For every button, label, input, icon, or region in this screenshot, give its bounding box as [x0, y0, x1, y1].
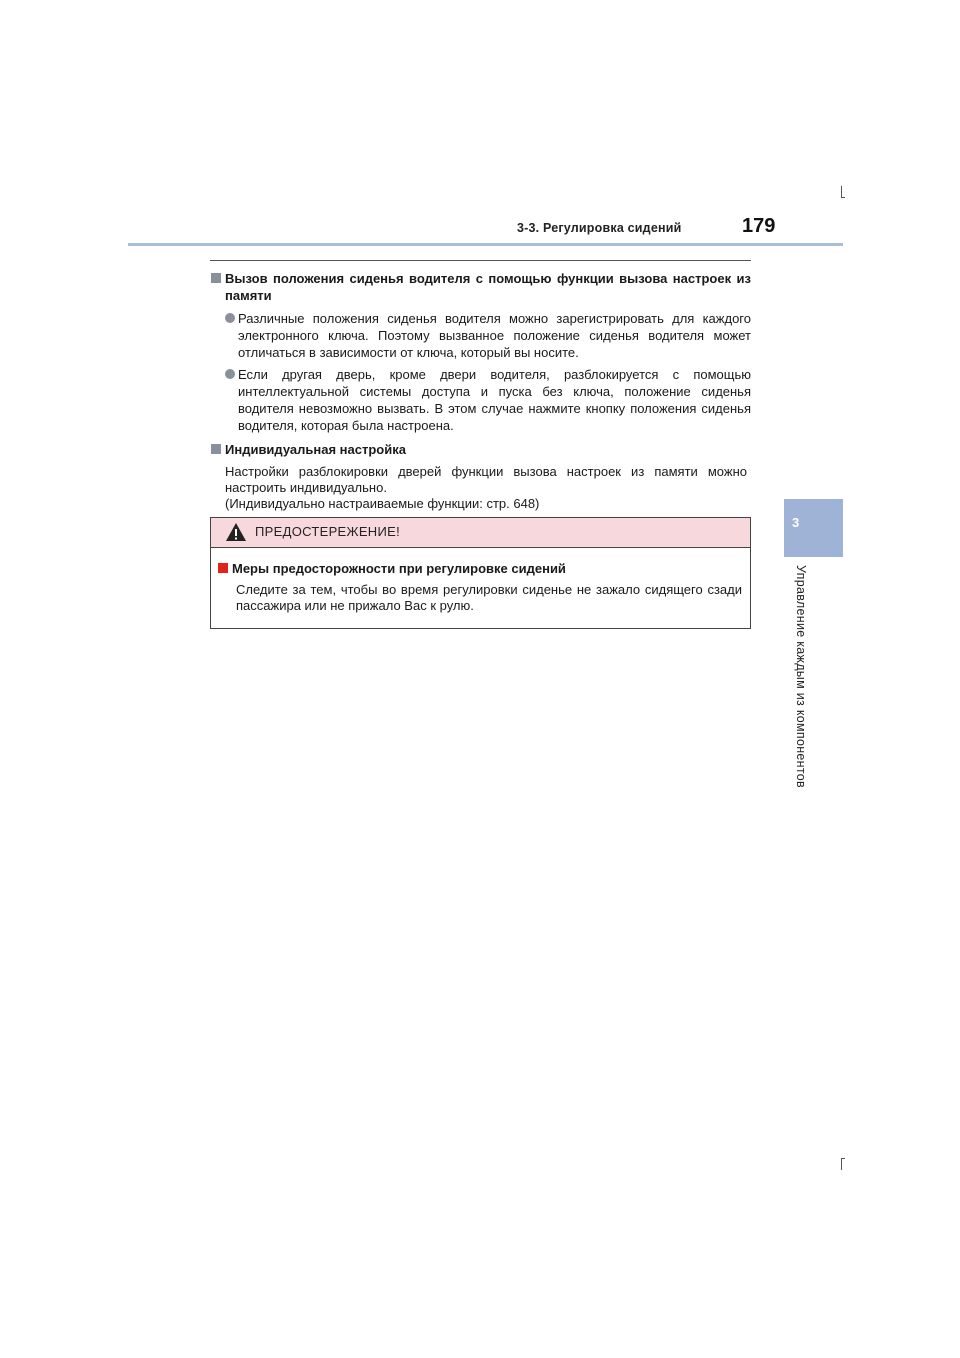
square-bullet-icon — [211, 273, 221, 283]
chapter-title-vertical: Управление каждым из компонентов — [794, 565, 808, 788]
warning-text: Следите за тем, чтобы во время регулировки сиденье не зажало сидящего сзади пассажира или не прижало Вас к рулю. — [236, 582, 742, 613]
section-heading-memory-recall — [210, 270, 751, 304]
crop-mark-top-right-foot — [841, 197, 845, 198]
warning-triangle-icon — [225, 522, 247, 542]
section-heading-customization — [210, 441, 751, 458]
content-top-rule — [210, 260, 751, 261]
warning-body — [211, 548, 750, 614]
chapter-tab[interactable] — [784, 499, 843, 557]
crop-mark-bottom-right-foot — [841, 1158, 845, 1159]
square-bullet-icon — [218, 563, 228, 573]
warning-heading — [217, 560, 742, 577]
warning-box — [210, 517, 751, 629]
chapter-number: 3 — [792, 515, 800, 530]
circle-bullet-icon — [225, 369, 235, 379]
section-title: 3-3. Регулировка сидений — [517, 221, 682, 235]
section-heading-text: Вызов положения сиденья водителя с помощью функции вызова настроек из памяти — [225, 271, 751, 303]
page-reference[interactable]: (Индивидуально настраиваемые функции: стр. 648) — [225, 496, 540, 511]
warning-header — [211, 518, 750, 548]
list-item — [210, 366, 751, 434]
main-content — [210, 260, 751, 512]
page-number: 179 — [742, 215, 776, 237]
list-item-text: Если другая дверь, кроме двери водителя, разблокируется с помощью интеллектуальной системы доступа и пуска без ключа, положение сиденья водителя невозможно вызвать. В этом случае нажмите кнопку положения сиденья водителя, которая была настроена. — [238, 367, 751, 433]
circle-bullet-icon — [225, 313, 235, 323]
list-item — [210, 310, 751, 361]
paragraph-customization — [210, 464, 751, 512]
square-bullet-icon — [211, 444, 221, 454]
section-heading-text: Индивидуальная настройка — [225, 442, 406, 457]
header-rule — [128, 243, 843, 246]
crop-mark-bottom-right — [841, 1158, 842, 1170]
warning-title: ПРЕДОСТЕРЕЖЕНИЕ! — [255, 524, 401, 539]
warning-heading-text: Меры предосторожности при регулировке сидений — [232, 561, 566, 576]
paragraph-line: Настройки разблокировки дверей функции вызова настроек из памяти можно настроить индивидуально. — [225, 464, 747, 495]
list-item-text: Различные положения сиденья водителя можно зарегистрировать для каждого электронного ключа. Поэтому вызванное положение сиденья водителя может отличаться в зависимости от ключа, который вы носите. — [238, 311, 751, 360]
